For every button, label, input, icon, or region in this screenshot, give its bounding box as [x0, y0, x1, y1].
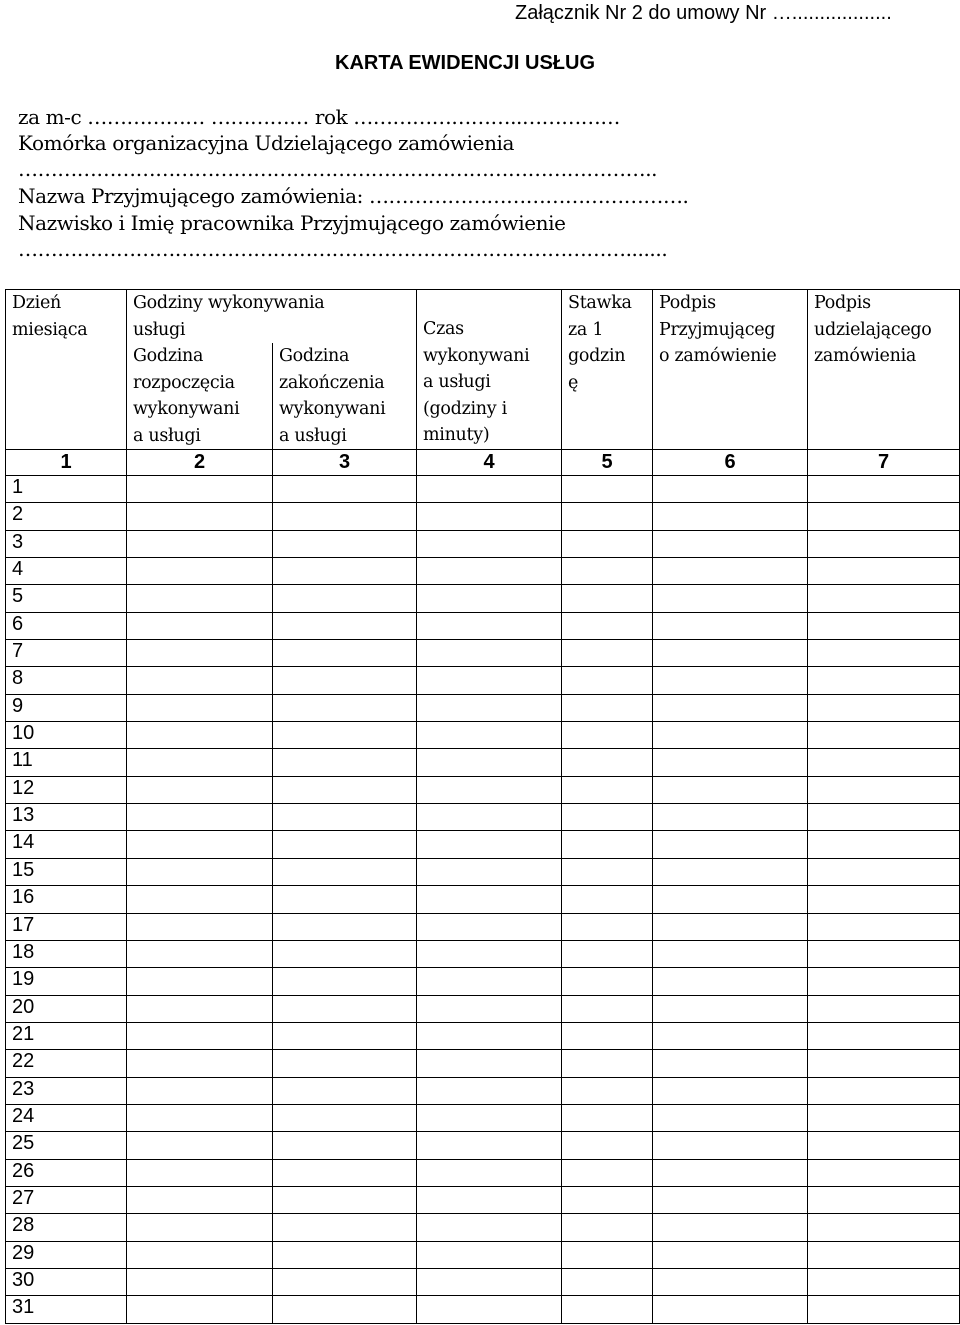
day-number: 29 — [6, 1241, 127, 1268]
end-time-cell[interactable] — [273, 1077, 417, 1104]
column-number: 7 — [808, 450, 960, 476]
day-number: 16 — [6, 886, 127, 913]
rate-cell[interactable] — [562, 694, 653, 721]
provider-signature-cell[interactable] — [808, 558, 960, 585]
rate-cell[interactable] — [562, 1132, 653, 1159]
day-number: 30 — [6, 1268, 127, 1295]
start-time-cell[interactable] — [127, 886, 273, 913]
recipient-signature-cell[interactable] — [653, 1077, 808, 1104]
recipient-signature-cell[interactable] — [653, 503, 808, 530]
provider-signature-cell[interactable] — [808, 749, 960, 776]
day-number: 28 — [6, 1214, 127, 1241]
end-time-cell[interactable] — [273, 1132, 417, 1159]
duration-cell[interactable] — [417, 1214, 562, 1241]
day-number: 25 — [6, 1132, 127, 1159]
rate-cell[interactable] — [562, 886, 653, 913]
table-row — [6, 1132, 960, 1159]
provider-signature-cell[interactable] — [808, 1132, 960, 1159]
start-time-cell[interactable] — [127, 1186, 273, 1213]
end-time-cell[interactable] — [273, 1268, 417, 1295]
start-time-cell[interactable] — [127, 694, 273, 721]
end-time-cell[interactable] — [273, 1022, 417, 1049]
start-time-cell[interactable] — [127, 1077, 273, 1104]
end-time-cell[interactable] — [273, 612, 417, 639]
provider-signature-cell[interactable] — [808, 940, 960, 967]
end-time-cell[interactable] — [273, 940, 417, 967]
provider-signature-cell[interactable] — [808, 530, 960, 557]
table-row — [6, 749, 960, 776]
start-time-cell[interactable] — [127, 858, 273, 885]
duration-cell[interactable] — [417, 886, 562, 913]
document-title: KARTA EWIDENCJI USŁUG — [335, 52, 595, 74]
start-time-cell[interactable] — [127, 612, 273, 639]
table-row — [6, 503, 960, 530]
table-row — [6, 968, 960, 995]
provider-signature-cell[interactable] — [808, 1186, 960, 1213]
rate-cell[interactable] — [562, 476, 653, 503]
start-time-cell[interactable] — [127, 667, 273, 694]
end-time-cell[interactable] — [273, 1214, 417, 1241]
start-time-cell[interactable] — [127, 1214, 273, 1241]
recipient-signature-cell[interactable] — [653, 476, 808, 503]
duration-cell[interactable] — [417, 585, 562, 612]
duration-cell[interactable] — [417, 940, 562, 967]
start-time-cell[interactable] — [127, 640, 273, 667]
start-time-cell[interactable] — [127, 1022, 273, 1049]
org-unit-fill-line: …………………………………………………………………………………….. — [18, 157, 658, 181]
rate-cell[interactable] — [562, 1077, 653, 1104]
day-number: 31 — [6, 1296, 127, 1323]
provider-signature-cell[interactable] — [808, 1214, 960, 1241]
provider-signature-cell[interactable] — [808, 831, 960, 858]
day-number: 22 — [6, 1050, 127, 1077]
end-time-cell[interactable] — [273, 558, 417, 585]
rate-cell[interactable] — [562, 913, 653, 940]
provider-signature-cell[interactable] — [808, 1077, 960, 1104]
start-time-cell[interactable] — [127, 831, 273, 858]
end-time-cell[interactable] — [273, 722, 417, 749]
rate-cell[interactable] — [562, 804, 653, 831]
rate-cell[interactable] — [562, 1241, 653, 1268]
end-time-cell[interactable] — [273, 640, 417, 667]
end-time-cell[interactable] — [273, 1241, 417, 1268]
table-row — [6, 585, 960, 612]
column-number: 2 — [127, 450, 273, 476]
rate-cell[interactable] — [562, 1050, 653, 1077]
end-time-cell[interactable] — [273, 995, 417, 1022]
day-rows — [6, 476, 960, 1324]
recipient-signature-cell[interactable] — [653, 776, 808, 803]
table-row — [6, 776, 960, 803]
duration-cell[interactable] — [417, 858, 562, 885]
duration-cell[interactable] — [417, 476, 562, 503]
end-time-cell[interactable] — [273, 476, 417, 503]
day-number: 10 — [6, 722, 127, 749]
end-time-cell[interactable] — [273, 913, 417, 940]
provider-signature-cell[interactable] — [808, 640, 960, 667]
duration-cell[interactable] — [417, 1296, 562, 1323]
day-number: 12 — [6, 776, 127, 803]
day-number: 3 — [6, 530, 127, 557]
end-time-cell[interactable] — [273, 831, 417, 858]
day-number: 11 — [6, 749, 127, 776]
end-time-cell[interactable] — [273, 804, 417, 831]
duration-cell[interactable] — [417, 694, 562, 721]
day-number: 7 — [6, 640, 127, 667]
start-time-cell[interactable] — [127, 585, 273, 612]
day-number: 24 — [6, 1104, 127, 1131]
recipient-signature-cell[interactable] — [653, 1050, 808, 1077]
header-day: Dzień miesiąca — [6, 290, 127, 450]
header-start-time: Godzina rozpoczęcia wykonywani a usługi — [127, 343, 273, 450]
table-row — [6, 1214, 960, 1241]
contractor-name-line: Nazwa Przyjmującego zamówienia: …………………………………………. — [18, 184, 689, 208]
rate-cell[interactable] — [562, 640, 653, 667]
end-time-cell[interactable] — [273, 1186, 417, 1213]
header-end-time: Godzina zakończenia wykonywani a usługi — [273, 343, 417, 450]
recipient-signature-cell[interactable] — [653, 940, 808, 967]
day-number: 20 — [6, 995, 127, 1022]
table-row — [6, 1241, 960, 1268]
day-number: 14 — [6, 831, 127, 858]
provider-signature-cell[interactable] — [808, 968, 960, 995]
day-number: 19 — [6, 968, 127, 995]
rate-cell[interactable] — [562, 858, 653, 885]
start-time-cell[interactable] — [127, 776, 273, 803]
table-row — [6, 612, 960, 639]
recipient-signature-cell[interactable] — [653, 722, 808, 749]
table-row — [6, 1104, 960, 1131]
start-time-cell[interactable] — [127, 1159, 273, 1186]
end-time-cell[interactable] — [273, 1050, 417, 1077]
column-number: 1 — [6, 450, 127, 476]
provider-signature-cell[interactable] — [808, 694, 960, 721]
rate-cell[interactable] — [562, 722, 653, 749]
header-hours-group: Godziny wykonywania usługi — [127, 290, 417, 344]
start-time-cell[interactable] — [127, 722, 273, 749]
end-time-cell[interactable] — [273, 776, 417, 803]
rate-cell[interactable] — [562, 503, 653, 530]
recipient-signature-cell[interactable] — [653, 886, 808, 913]
start-time-cell[interactable] — [127, 995, 273, 1022]
end-time-cell[interactable] — [273, 530, 417, 557]
provider-signature-cell[interactable] — [808, 804, 960, 831]
duration-cell[interactable] — [417, 1132, 562, 1159]
provider-signature-cell[interactable] — [808, 776, 960, 803]
day-number: 26 — [6, 1159, 127, 1186]
header-row-top — [6, 290, 960, 344]
day-number: 4 — [6, 558, 127, 585]
start-time-cell[interactable] — [127, 1241, 273, 1268]
duration-cell[interactable] — [417, 1077, 562, 1104]
provider-signature-cell[interactable] — [808, 585, 960, 612]
rate-cell[interactable] — [562, 940, 653, 967]
rate-cell[interactable] — [562, 995, 653, 1022]
duration-cell[interactable] — [417, 530, 562, 557]
recipient-signature-cell[interactable] — [653, 1241, 808, 1268]
table-row — [6, 886, 960, 913]
start-time-cell[interactable] — [127, 1132, 273, 1159]
rate-cell[interactable] — [562, 1022, 653, 1049]
start-time-cell[interactable] — [127, 1296, 273, 1323]
duration-cell[interactable] — [417, 1268, 562, 1295]
day-number: 15 — [6, 858, 127, 885]
rate-cell[interactable] — [562, 1186, 653, 1213]
provider-signature-cell[interactable] — [808, 1050, 960, 1077]
recipient-signature-cell[interactable] — [653, 804, 808, 831]
day-number: 6 — [6, 612, 127, 639]
provider-signature-cell[interactable] — [808, 1268, 960, 1295]
rate-cell[interactable] — [562, 667, 653, 694]
duration-cell[interactable] — [417, 667, 562, 694]
table-row — [6, 995, 960, 1022]
rate-cell[interactable] — [562, 1296, 653, 1323]
recipient-signature-cell[interactable] — [653, 749, 808, 776]
table-row — [6, 913, 960, 940]
rate-cell[interactable] — [562, 831, 653, 858]
duration-cell[interactable] — [417, 1022, 562, 1049]
table-row — [6, 1050, 960, 1077]
provider-signature-cell[interactable] — [808, 1104, 960, 1131]
recipient-signature-cell[interactable] — [653, 1159, 808, 1186]
provider-signature-cell[interactable] — [808, 995, 960, 1022]
rate-cell[interactable] — [562, 776, 653, 803]
provider-signature-cell[interactable] — [808, 476, 960, 503]
period-line: za m-c ……………… …………… rok ……………………..…………… — [18, 105, 621, 129]
start-time-cell[interactable] — [127, 749, 273, 776]
recipient-signature-cell[interactable] — [653, 585, 808, 612]
table-row — [6, 1159, 960, 1186]
end-time-cell[interactable] — [273, 503, 417, 530]
recipient-signature-cell[interactable] — [653, 694, 808, 721]
start-time-cell[interactable] — [127, 940, 273, 967]
end-time-cell[interactable] — [273, 694, 417, 721]
column-numbers-row — [6, 450, 960, 476]
duration-cell[interactable] — [417, 640, 562, 667]
duration-cell[interactable] — [417, 913, 562, 940]
rate-cell[interactable] — [562, 968, 653, 995]
duration-cell[interactable] — [417, 1186, 562, 1213]
column-number: 5 — [562, 450, 653, 476]
recipient-signature-cell[interactable] — [653, 968, 808, 995]
end-time-cell[interactable] — [273, 858, 417, 885]
table-row — [6, 1268, 960, 1295]
recipient-signature-cell[interactable] — [653, 1268, 808, 1295]
header-rate: Stawka za 1 godzin ę — [562, 290, 653, 450]
employee-name-label: Nazwisko i Imię pracownika Przyjmującego zamówienie — [18, 211, 566, 235]
rate-cell[interactable] — [562, 558, 653, 585]
duration-cell[interactable] — [417, 612, 562, 639]
day-number: 9 — [6, 694, 127, 721]
start-time-cell[interactable] — [127, 913, 273, 940]
start-time-cell[interactable] — [127, 530, 273, 557]
recipient-signature-cell[interactable] — [653, 1186, 808, 1213]
duration-cell[interactable] — [417, 1104, 562, 1131]
provider-signature-cell[interactable] — [808, 503, 960, 530]
column-number: 4 — [417, 450, 562, 476]
table-row — [6, 858, 960, 885]
recipient-signature-cell[interactable] — [653, 1022, 808, 1049]
start-time-cell[interactable] — [127, 804, 273, 831]
provider-signature-cell[interactable] — [808, 858, 960, 885]
recipient-signature-cell[interactable] — [653, 831, 808, 858]
end-time-cell[interactable] — [273, 1159, 417, 1186]
day-number: 2 — [6, 503, 127, 530]
table-row — [6, 804, 960, 831]
recipient-signature-cell[interactable] — [653, 1214, 808, 1241]
day-number: 18 — [6, 940, 127, 967]
rate-cell[interactable] — [562, 1268, 653, 1295]
day-number: 23 — [6, 1077, 127, 1104]
start-time-cell[interactable] — [127, 476, 273, 503]
duration-cell[interactable] — [417, 776, 562, 803]
provider-signature-cell[interactable] — [808, 913, 960, 940]
recipient-signature-cell[interactable] — [653, 667, 808, 694]
start-time-cell[interactable] — [127, 503, 273, 530]
table-row — [6, 722, 960, 749]
table-row — [6, 640, 960, 667]
recipient-signature-cell[interactable] — [653, 1296, 808, 1323]
provider-signature-cell[interactable] — [808, 886, 960, 913]
table-row — [6, 831, 960, 858]
provider-signature-cell[interactable] — [808, 667, 960, 694]
provider-signature-cell[interactable] — [808, 722, 960, 749]
recipient-signature-cell[interactable] — [653, 612, 808, 639]
recipient-signature-cell[interactable] — [653, 995, 808, 1022]
table-row — [6, 667, 960, 694]
recipient-signature-cell[interactable] — [653, 1132, 808, 1159]
recipient-signature-cell[interactable] — [653, 913, 808, 940]
recipient-signature-cell[interactable] — [653, 1104, 808, 1131]
header-recipient-signature: Podpis Przyjmująceg o zamówienie — [653, 290, 808, 450]
rate-cell[interactable] — [562, 585, 653, 612]
end-time-cell[interactable] — [273, 886, 417, 913]
start-time-cell[interactable] — [127, 1104, 273, 1131]
end-time-cell[interactable] — [273, 749, 417, 776]
start-time-cell[interactable] — [127, 1050, 273, 1077]
table-row — [6, 1022, 960, 1049]
end-time-cell[interactable] — [273, 667, 417, 694]
duration-cell[interactable] — [417, 804, 562, 831]
rate-cell[interactable] — [562, 1214, 653, 1241]
duration-cell[interactable] — [417, 1241, 562, 1268]
table-row — [6, 1296, 960, 1323]
table-row — [6, 476, 960, 503]
day-number: 27 — [6, 1186, 127, 1213]
duration-cell[interactable] — [417, 995, 562, 1022]
day-number: 17 — [6, 913, 127, 940]
recipient-signature-cell[interactable] — [653, 530, 808, 557]
service-record-table — [5, 289, 960, 1324]
table-row — [6, 530, 960, 557]
employee-name-fill-line: …………………………………………………………………………………....... — [18, 237, 668, 261]
end-time-cell[interactable] — [273, 968, 417, 995]
rate-cell[interactable] — [562, 1104, 653, 1131]
rate-cell[interactable] — [562, 1159, 653, 1186]
recipient-signature-cell[interactable] — [653, 858, 808, 885]
rate-cell[interactable] — [562, 612, 653, 639]
provider-signature-cell[interactable] — [808, 1296, 960, 1323]
annex-reference: Załącznik Nr 2 do umowy Nr ….................. — [515, 2, 892, 24]
provider-signature-cell[interactable] — [808, 1159, 960, 1186]
start-time-cell[interactable] — [127, 968, 273, 995]
end-time-cell[interactable] — [273, 1104, 417, 1131]
duration-cell[interactable] — [417, 968, 562, 995]
column-number: 6 — [653, 450, 808, 476]
recipient-signature-cell[interactable] — [653, 640, 808, 667]
org-unit-label: Komórka organizacyjna Udzielającego zamówienia — [18, 131, 515, 155]
rate-cell[interactable] — [562, 749, 653, 776]
column-number: 3 — [273, 450, 417, 476]
duration-cell[interactable] — [417, 558, 562, 585]
header-provider-signature: Podpis udzielającego zamówienia — [808, 290, 960, 450]
duration-cell[interactable] — [417, 749, 562, 776]
table-row — [6, 558, 960, 585]
table-row — [6, 694, 960, 721]
provider-signature-cell[interactable] — [808, 612, 960, 639]
recipient-signature-cell[interactable] — [653, 558, 808, 585]
day-number: 13 — [6, 804, 127, 831]
start-time-cell[interactable] — [127, 1268, 273, 1295]
rate-cell[interactable] — [562, 530, 653, 557]
duration-cell[interactable] — [417, 503, 562, 530]
day-number: 21 — [6, 1022, 127, 1049]
duration-cell[interactable] — [417, 722, 562, 749]
table-row — [6, 1186, 960, 1213]
table-row — [6, 940, 960, 967]
provider-signature-cell[interactable] — [808, 1022, 960, 1049]
duration-cell[interactable] — [417, 1159, 562, 1186]
start-time-cell[interactable] — [127, 558, 273, 585]
day-number: 5 — [6, 585, 127, 612]
table-row — [6, 1077, 960, 1104]
provider-signature-cell[interactable] — [808, 1241, 960, 1268]
day-number: 8 — [6, 667, 127, 694]
end-time-cell[interactable] — [273, 1296, 417, 1323]
header-duration: Czas wykonywani a usługi (godziny i minuty) — [417, 290, 562, 450]
end-time-cell[interactable] — [273, 585, 417, 612]
duration-cell[interactable] — [417, 1050, 562, 1077]
duration-cell[interactable] — [417, 831, 562, 858]
day-number: 1 — [6, 476, 127, 503]
